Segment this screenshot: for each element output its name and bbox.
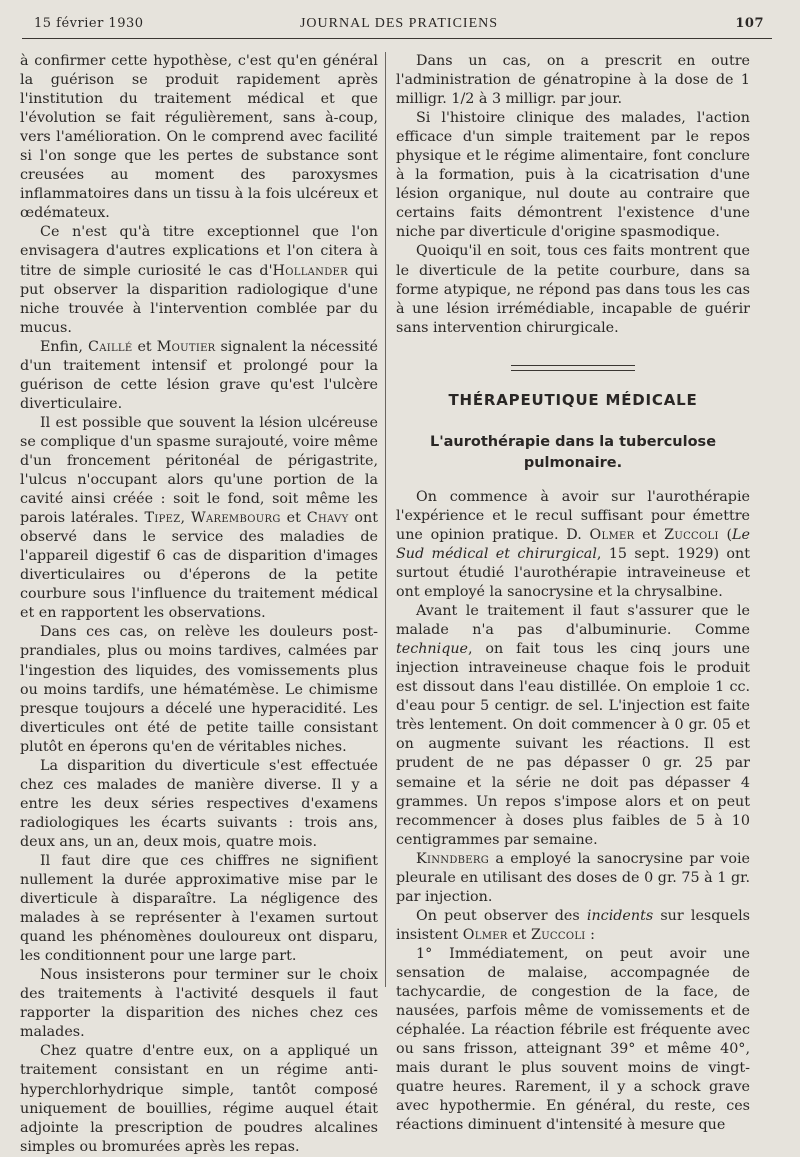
paragraph: On peut observer des incidents sur lesquels insistent Olmer et Zuccoli : [396, 907, 750, 943]
author-name: Kinndberg [416, 850, 490, 867]
paragraph: Si l'histoire clinique des malades, l'action efficace d'un simple traitement par le repos physique et le régime alimentaire, font conclure à la formation, puis à la cicatrisation d'une lésion organique, nul doute au contraire que certains faits démontrent l'existence d'une niche par diverticule d'origine spasmodique. [396, 110, 750, 241]
emphasis: incidents [586, 907, 654, 924]
column-divider [385, 52, 386, 987]
header-journal-title: JOURNAL DES PRATICIENS [299, 16, 499, 31]
emphasis: technique [396, 641, 469, 658]
paragraph: à confirmer cette hypothèse, c'est qu'en général la guérison se produit rapidement après l'institution du traitement médical et que l'évolution se fait régulièrement, sans à-coup, vers l'amélioration. On le comprend avec facilité si l'on songe que les pertes de substance sont creusées au moment des paroxysmes inflammatoires dans un tissu à la fois ulcéreux et œdémateux. [20, 53, 378, 222]
running-header [34, 14, 764, 36]
left-column [20, 52, 379, 1155]
author-name: Warembourg [190, 510, 281, 527]
paragraph: Il est possible que souvent la lésion ulcéreuse se complique d'un spasme surajouté, voire même d'un froncement péritonéal de périgastrite, l'ulcus n'occupant alors qu'une portion de la cavité ainsi créée : soit le fond, soit même les parois latérales. Tipez, Warembourg et Chavy ont observé dans le service des maladies de l'appareil digestif 6 cas de disparition d'images diverticulaires ou d'éperons de la petite courbure sous l'influence du traitement médical et en rapportent les observations. [20, 414, 378, 622]
paragraph: Nous insisterons pour terminer sur le choix des traitements à l'activité desquels il faut rapporter la disparition des niches chez ces malades. [20, 967, 378, 1041]
paragraph: On commence à avoir sur l'aurothérapie l'expérience et le recul suffisant pour émettre une opinion pratique. D. Olmer et Zuccoli (Le Sud médical et chirurgical, 15 sept. 1929) ont surtout étudié l'aurothérapie intraveineuse et ont employé la sanocrysine et la chrysalbine. [396, 488, 750, 601]
paragraph: Dans ces cas, on relève les douleurs post-prandiales, plus ou moins tardives, calmées par l'ingestion des liquides, des vomissements plus ou moins tardifs, une hématémèse. Le chimisme presque toujours a décelé une hyperacidité. Les diverticules ont été de petite taille consistant plutôt en éperons qu'en de véritables niches. [20, 624, 378, 755]
section-title: THÉRAPEUTIQUE MÉDICALE [448, 390, 698, 409]
paragraph: Dans un cas, on a prescrit en outre l'administration de génatropine à la dose de 1 milligr. 1/2 à 3 milligr. par jour. [396, 53, 750, 108]
author-name: Olmer [462, 926, 508, 943]
section-rule [396, 358, 750, 377]
author-name: Chavy [306, 510, 349, 527]
header-date: 15 février 1930 [34, 16, 144, 31]
author-name: Olmer [589, 526, 635, 543]
paragraph: Kinndberg a employé la sanocrysine par voie pleurale en utilisant des doses de 0 gr. 75 à 1 gr. par injection. [396, 850, 750, 905]
journal-citation: Le Sud médical et chirurgical [396, 526, 750, 562]
author-name: Hollander [272, 262, 348, 279]
author-name: Zuccoli [664, 526, 719, 543]
paragraph: Enfin, Caillé et Moutier signalent la nécessité d'un traitement intensif et prolongé pour la guérison de cette lésion grave qu'est l'ulcère diverticulaire. [20, 338, 379, 412]
author-name: Caillé [87, 338, 133, 355]
paragraph: Il faut dire que ces chiffres ne signifient nullement la durée approximative mise par le diverticule à disparaître. La négligence des malades à se représenter à l'examen surtout quand les phénomènes douloureux ont disparu, les conditionnent pour une large part. [20, 852, 378, 965]
paragraph: La disparition du diverticule s'est effectuée chez ces malades de manière diverse. Il y a entre les deux séries respectives d'examens radiologiques les écarts suivants : trois ans, deux ans, un an, deux mois, quatre mois. [20, 757, 378, 850]
author-name: Tipez [144, 510, 181, 527]
header-page-number: 107 [735, 16, 764, 31]
right-column [396, 52, 750, 1134]
author-name: Zuccoli [530, 926, 586, 943]
paragraph: 1° Immédiatement, on peut avoir une sensation de malaise, accompagnée de tachycardie, de congestion de la face, de nausées, parfois même de vomissements et de céphalée. La réaction fébrile est fréquente avec ou sans frisson, atteignant 39° et même 40°, mais durant le plus souvent moins de vingt-quatre heures. Rarement, il y a schock grave avec hypothermie. En général, du reste, ces réactions diminuent d'intensité à mesure que [396, 945, 750, 1134]
header-rule [22, 38, 772, 39]
article-title: L'aurothérapie dans la tuberculose pulmonaire. [429, 433, 717, 471]
paragraph: Quoiqu'il en soit, tous ces faits montrent que le diverticule de la petite courbure, dans sa forme atypique, ne répond pas dans tous les cas à une lésion irrémédiable, incapable de guérir sans intervention chirurgicale. [396, 243, 750, 336]
paragraph: Avant le traitement il faut s'assurer que le malade n'a pas d'albuminurie. Comme technique, on fait tous les cinq jours une injection intraveineuse chaque fois le produit est dissout dans l'eau distillée. On emploie 1 cc. d'eau pour 5 centigr. de sel. L'injection est faite très lentement. On doit commencer à 0 gr. 05 et on augmente suivant les réactions. Il est prudent de ne pas dépasser 0 gr. 25 par semaine et la série ne doit pas dépasser 4 grammes. Un repos s'impose alors et on peut recommencer à doses plus faibles de 5 à 10 centigrammes par semaine. [396, 603, 750, 848]
paragraph: Ce n'est qu'à titre exceptionnel que l'on envisagera d'autres explications et l'on citera à titre de simple curiosité le cas d'Hollander qui put observer la disparition radiologique d'une niche trouvée à l'intervention comblée par du mucus. [20, 224, 378, 336]
paragraph: Chez quatre d'entre eux, on a appliqué un traitement consistant en un régime anti-hyperchlorhydrique simple, tantôt composé uniquement de bouillies, régime auquel était adjointe la prescription de poudres alcalines simples ou bromurées après les repas. [20, 1043, 378, 1155]
author-name: Moutier [156, 338, 216, 355]
